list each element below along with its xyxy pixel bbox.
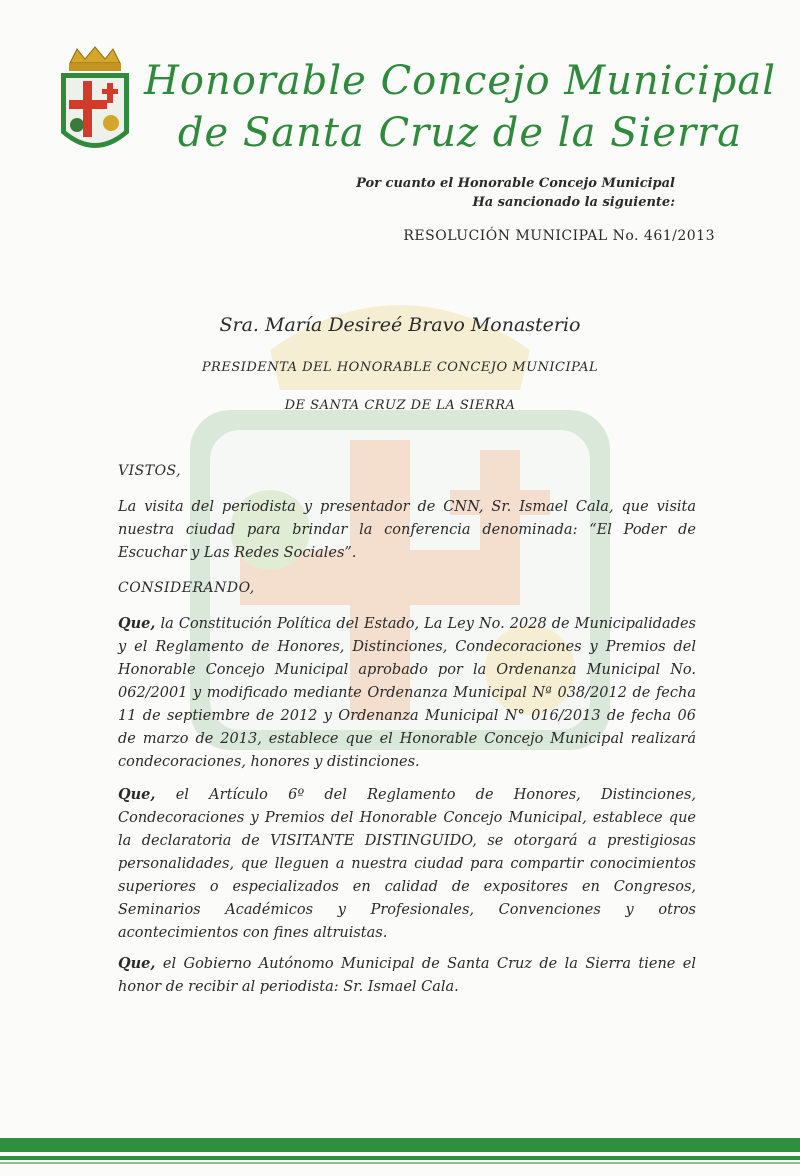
president-role-line1: PRESIDENTA DEL HONORABLE CONCEJO MUNICIPAL [201, 360, 599, 375]
vistos-heading: VISTOS, [118, 463, 182, 479]
president-name: Sra. María Desireé Bravo Monasterio [219, 314, 581, 336]
municipal-crest-icon [55, 45, 135, 163]
sanction-statement [356, 174, 675, 212]
footer-bar [0, 1162, 800, 1164]
footer-bar [0, 1156, 800, 1160]
council-title-line2: de Santa Cruz de la Sierra [177, 110, 743, 156]
considerando-heading: CONSIDERANDO, [118, 580, 255, 596]
council-title-line1: Honorable Concejo Municipal [144, 58, 776, 104]
item-text: el Artículo 6º del Reglamento de Honores, Distinciones, Condecoraciones y Premios del Honorable Concejo Municipal, establece que la declaratoria de VISITANTE DISTINGUIDO, se otorgará a prestigiosas personalidades, que lleguen a nuestra ciudad para compartir conocimientos superiores o especializados en calidad de expositores en Congresos, Seminarios Académicos y Profesionales, Convenciones y otros acontecimientos con fines altruistas. [118, 787, 697, 941]
footer-bar [0, 1138, 800, 1152]
considerando-item-3 [118, 952, 696, 999]
sanction-line2: Ha sancionado la siguiente: [472, 195, 675, 210]
considerando-item-1 [118, 612, 696, 774]
item-lead: Que, [118, 786, 156, 803]
resolution-number: RESOLUCIÓN MUNICIPAL No. 461/2013 [403, 228, 715, 244]
vistos-paragraph: La visita del periodista y presentador de CNN, Sr. Ismael Cala, que visita nuestra ciudad para brindar la conferencia denominada: “El Poder de Escuchar y Las Redes Sociales”. [118, 499, 696, 561]
sanction-line1: Por cuanto el Honorable Concejo Municipal [356, 176, 675, 191]
footer-stripes [0, 1136, 800, 1176]
item-lead: Que, [118, 615, 156, 632]
item-lead: Que, [118, 955, 156, 972]
president-role-line2: DE SANTA CRUZ DE LA SIERRA [284, 398, 516, 413]
item-text: la Constitución Política del Estado, La Ley No. 2028 de Municipalidades y el Reglamento de Honores, Distinciones, Condecoraciones y Premios del Honorable Concejo Municipal aprobado por la Ordenanza Municipal No. 062/2001 y modificado mediante Ordenanza Municipal Nª 038/2012 de fecha 11 de septiembre de 2012 y Ordenanza Municipal N° 016/2013 de fecha 06 de marzo de 2013, establece que el Honorable Concejo Municipal realizará condecoraciones, honores y distinciones. [118, 616, 696, 770]
considerando-item-2 [118, 783, 696, 945]
item-text: el Gobierno Autónomo Municipal de Santa Cruz de la Sierra tiene el honor de recibir al periodista: Sr. Ismael Cala. [118, 956, 696, 995]
